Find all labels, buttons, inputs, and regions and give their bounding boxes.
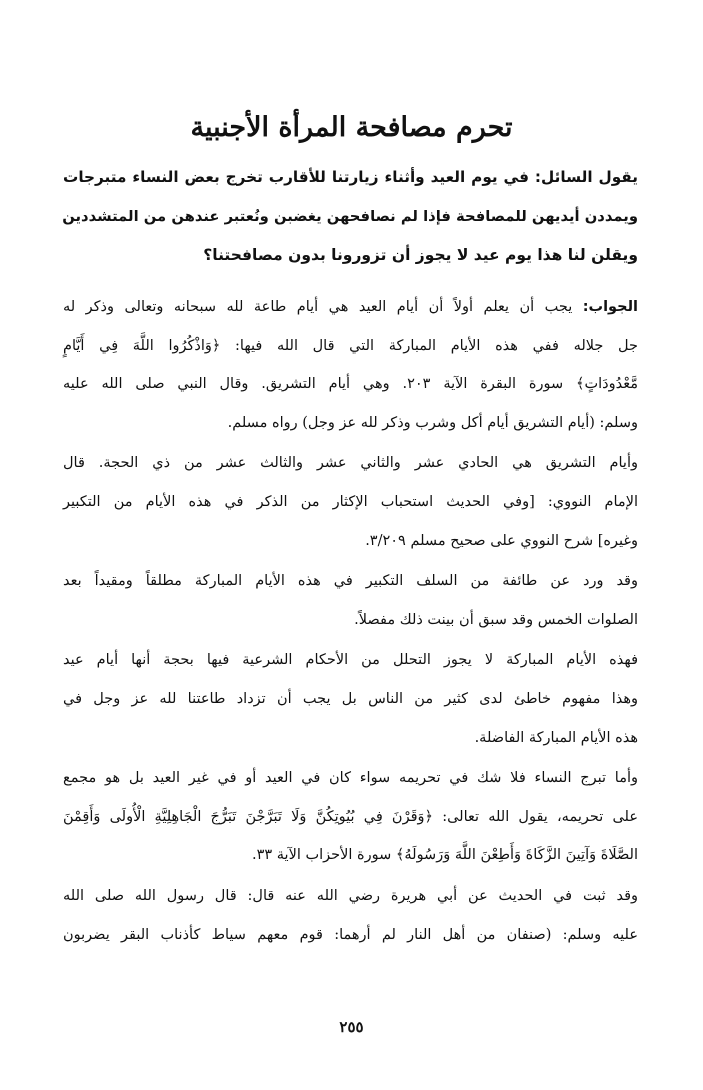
page-title: تحرم مصافحة المرأة الأجنبية — [190, 112, 513, 143]
answer-line: جل جلاله ففي هذه الأيام المباركة التي قال الله فيها: ﴿وَاذْكُرُوا اللَّهَ فِي أَيَّامٍ — [63, 337, 638, 354]
question-block — [63, 158, 638, 275]
answer-paragraph — [63, 288, 638, 442]
answer-label: الجواب: — [582, 299, 639, 315]
answer-line — [63, 288, 638, 327]
answer-line: هذه الأيام المباركة الفاضلة. — [474, 729, 638, 746]
answer-line: وقد ورد عن طائفة من السلف التكبير في هذه الأيام المباركة مطلقاً ومقيداً بعد — [63, 573, 638, 590]
answer-paragraph — [63, 759, 638, 875]
question-line: ويقلن لنا هذا يوم عيد لا يجوز أن تزورونا بدون مصافحتنا؟ — [203, 246, 638, 264]
answer-line: وهذا مفهوم خاطئ لدى كثير من الناس بل يجب أن تزداد طاعتنا لله عز وجل في — [63, 690, 638, 707]
question-line: ويمددن أيديهن للمصافحة فإذا لم نصافحهن يغضبن ونُعتبر عندهن من المتشددين — [62, 208, 638, 225]
answer-line: الصَّلَاةَ وَآتِينَ الزَّكَاةَ وَأَطِعْنَ اللَّهَ وَرَسُولَهُ﴾ سورة الأحزاب الآية ٣٣. — [251, 847, 638, 864]
answer-line: الإمام النووي: [وفي الحديث استحباب الإكثار من الذكر في هذه الأيام من التكبير — [63, 493, 638, 510]
answer-paragraph — [63, 641, 638, 757]
answer-line: وأما تبرج النساء فلا شك في تحريمه سواء كان في العيد أو في غير العيد بل هو مجمع — [63, 770, 638, 787]
answer-line: وقد ثبت في الحديث عن أبي هريرة رضي الله عنه قال: قال رسول الله صلى الله — [63, 887, 638, 904]
answer-paragraph — [63, 444, 638, 560]
answer-block — [63, 288, 638, 956]
answer-line: وأيام التشريق هي الحادي عشر والثاني عشر والثالث عشر من ذي الحجة. قال — [63, 455, 638, 472]
answer-line: فهذه الأيام المباركة لا يجوز التحلل من الأحكام الشرعية فيها بحجة أنها أيام عيد — [63, 652, 638, 669]
answer-line: على تحريمه، يقول الله تعالى: ﴿وَقَرْنَ فِي بُيُوتِكُنَّ وَلَا تَبَرَّجْنَ تَبَرُّجَ الْجَاهِلِيَّةِ الْأُولَى وَأَقِمْنَ — [63, 808, 638, 825]
answer-line: عليه وسلم: (صنفان من أهل النار لم أرهما: قوم معهم سياط كأذناب البقر يضربون — [63, 926, 638, 943]
answer-line-text: يجب أن يعلم أولاً أن أيام العيد هي أيام طاعة لله سبحانه وتعالى وذكر له — [63, 299, 573, 315]
page-number: ٢٥٥ — [339, 1018, 364, 1036]
answer-line: وسلم: (أيام التشريق أيام أكل وشرب وذكر لله عز وجل) رواه مسلم. — [227, 414, 638, 431]
answer-paragraph — [63, 562, 638, 639]
answer-line: الصلوات الخمس وقد سبق أن بينت ذلك مفصلاً. — [354, 611, 638, 628]
answer-line: وغيره] شرح النووي على صحيح مسلم ٣/٢٠٩. — [365, 532, 638, 549]
answer-paragraph — [63, 877, 638, 954]
answer-line: مَّعْدُودَاتٍ﴾ سورة البقرة الآية ٢٠٣. وهي أيام التشريق. وقال النبي صلى الله عليه — [63, 376, 638, 393]
question-line: يقول السائل: في يوم العيد وأثناء زيارتنا للأقارب تخرج بعض النساء متبرجات — [63, 168, 638, 186]
